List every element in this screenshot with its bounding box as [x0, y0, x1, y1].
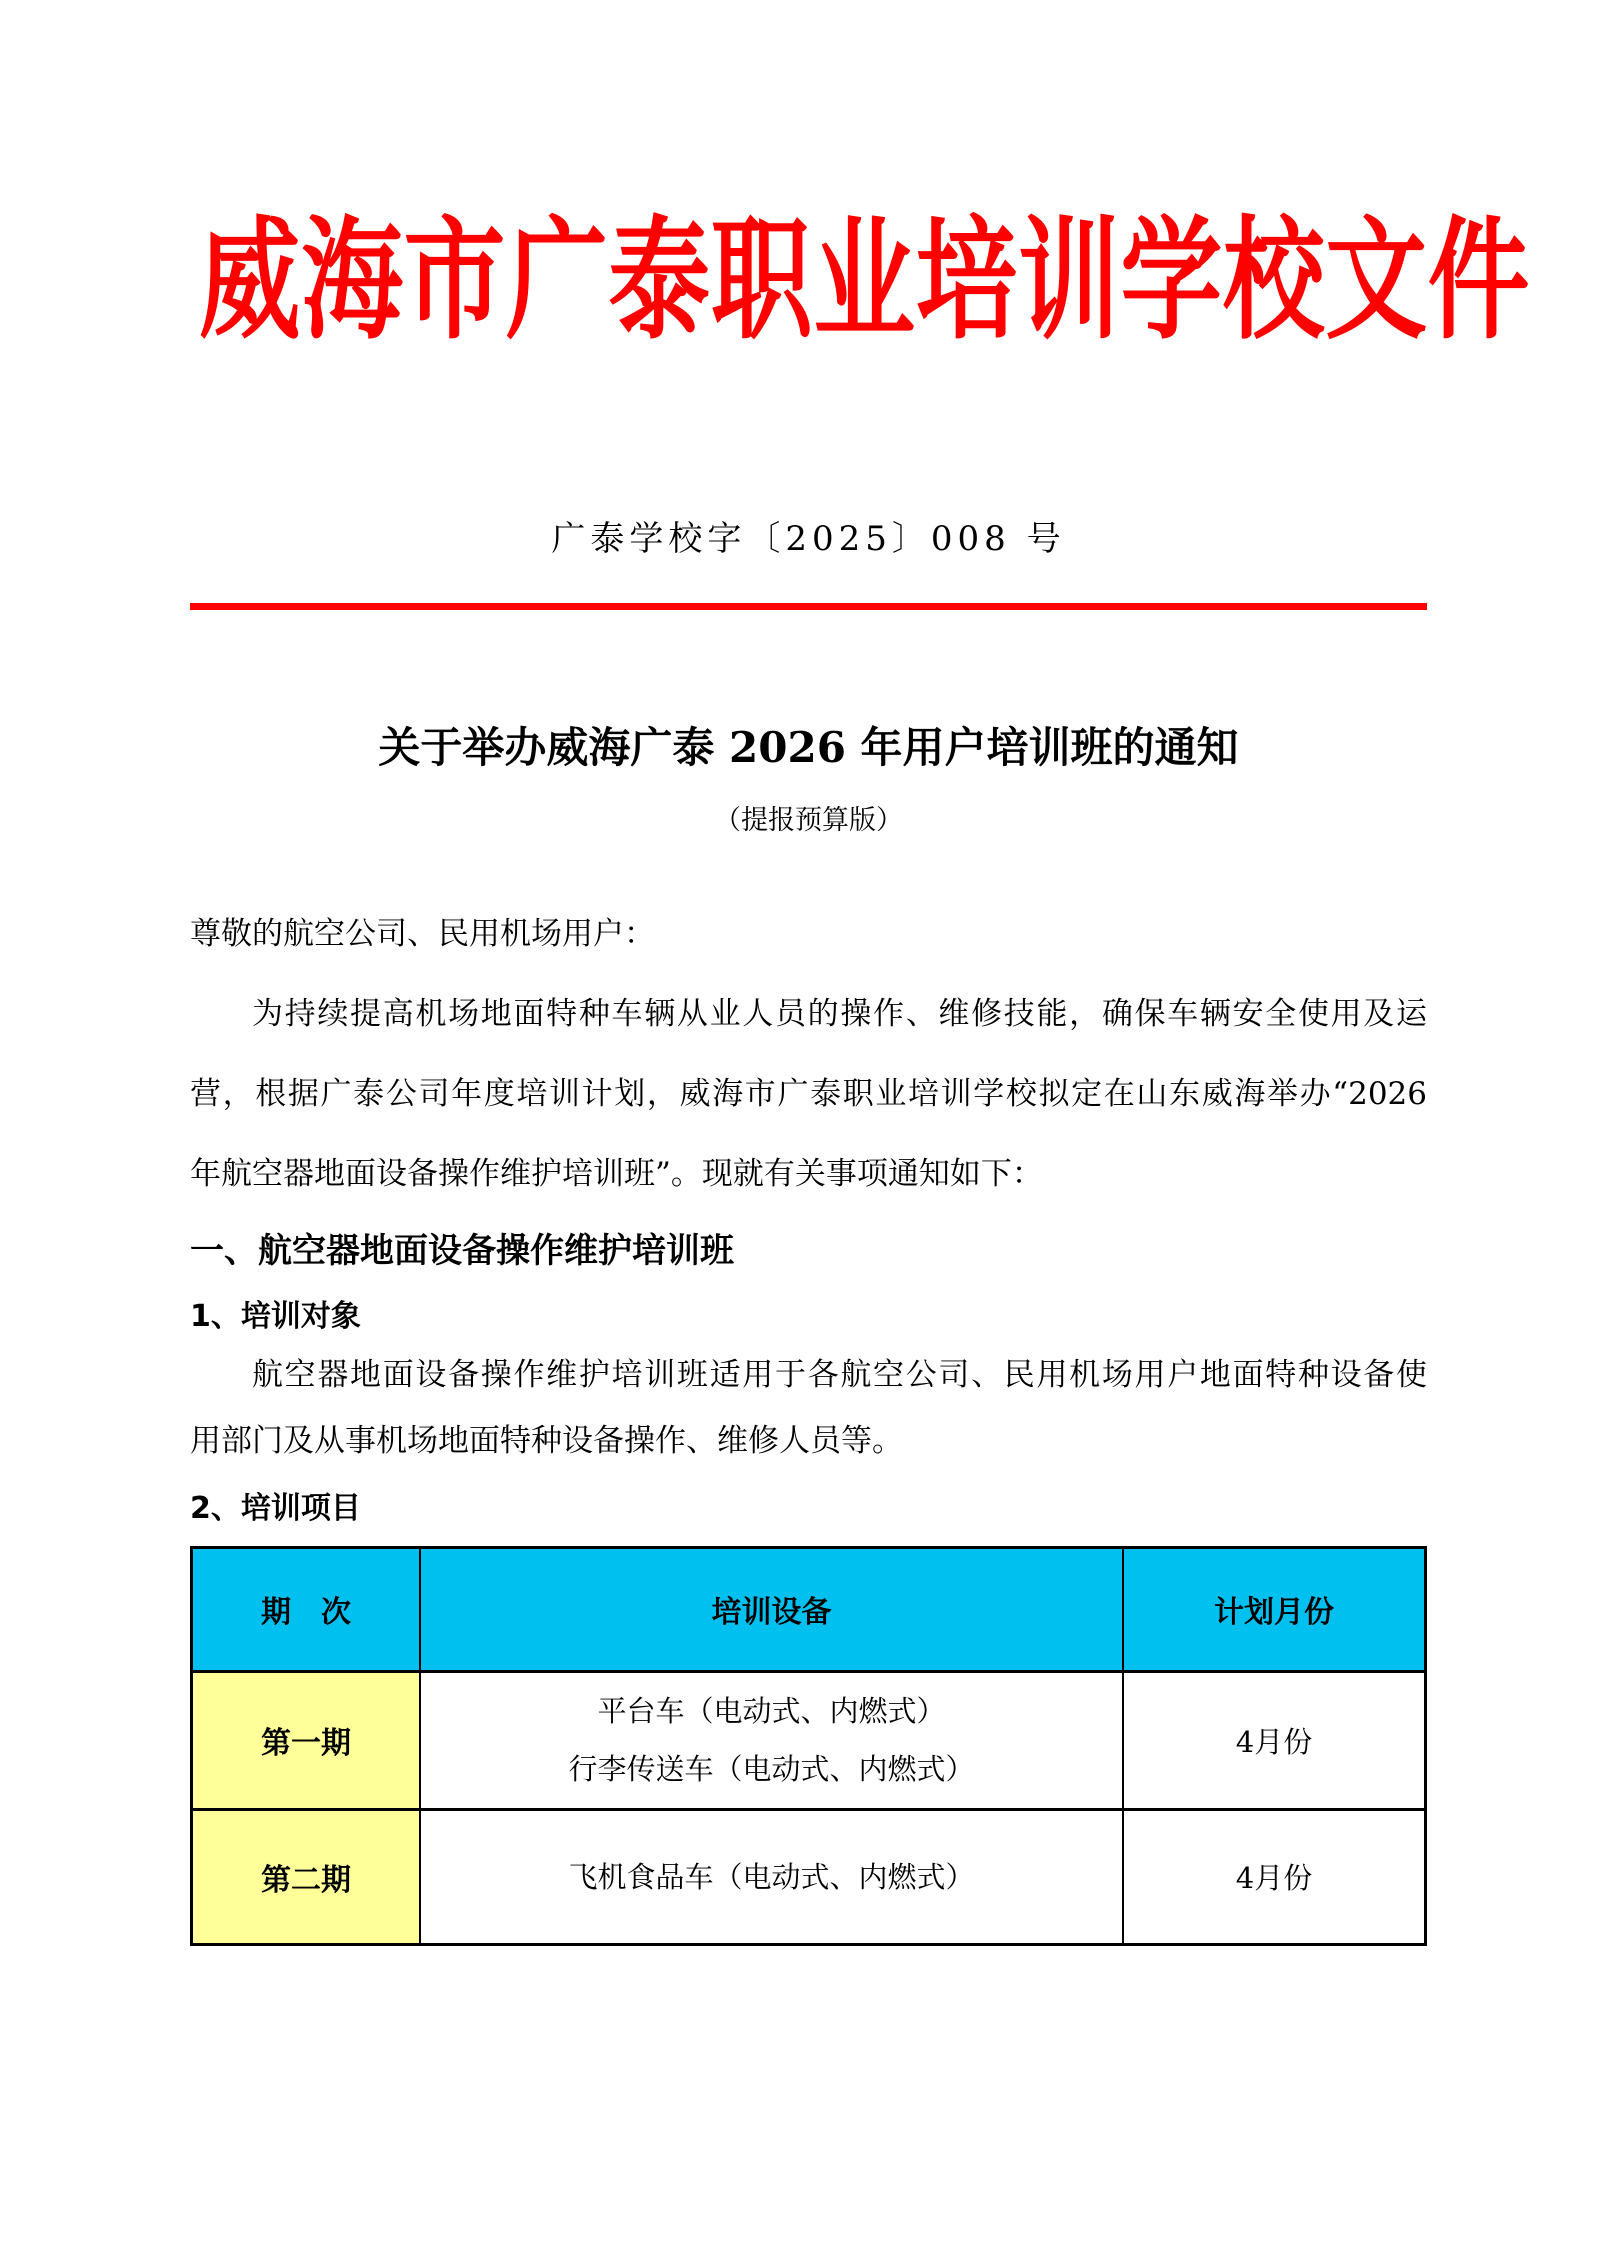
- table-row1-equipment-line1: 平台车（电动式、内燃式）: [597, 1694, 946, 1729]
- table-row1-equipment-line2: 行李传送车（电动式、内燃式）: [568, 1752, 975, 1787]
- letterhead-title: 威海市广泰职业培训学校文件: [198, 203, 1531, 358]
- document-title: 关于举办威海广泰 2026 年用户培训班的通知: [378, 722, 1239, 772]
- table-row1-month: 4月份: [1124, 1673, 1424, 1811]
- table-header-month: 计划月份: [1124, 1549, 1424, 1673]
- subsection1-heading: 1、培训对象: [190, 1298, 361, 1334]
- subsection2-heading: 2、培训项目: [190, 1490, 361, 1526]
- subsection1-line1: 航空器地面设备操作维护培训班适用于各航空公司、民用机场用户地面特种设备使: [252, 1356, 1427, 1393]
- table-row1-equipment: [421, 1673, 1124, 1811]
- paragraph1-line1: 为持续提高机场地面特种车辆从业人员的操作、维修技能，确保车辆安全使用及运: [252, 995, 1427, 1032]
- paragraph1-line3: 年航空器地面设备操作维护培训班”。现就有关事项通知如下：: [190, 1155, 1043, 1192]
- table-header-equipment: 培训设备: [421, 1549, 1124, 1673]
- table-row2-equipment-line1: 飞机食品车（电动式、内燃式）: [568, 1859, 975, 1894]
- subsection1-line2: 用部门及从事机场地面特种设备操作、维修人员等。: [190, 1422, 903, 1459]
- document-body: [190, 894, 1427, 1946]
- paragraph1-line2: 营，根据广泰公司年度培训计划，威海市广泰职业培训学校拟定在山东威海举办“2026: [190, 1075, 1427, 1112]
- document-number: 广泰学校字〔2025〕008 号: [551, 518, 1066, 559]
- table-row1-period: 第一期: [193, 1673, 421, 1811]
- letterhead-banner: [0, 0, 1600, 358]
- table-header-period: 期 次: [193, 1549, 421, 1673]
- salutation-line: 尊敬的航空公司、民用机场用户：: [190, 915, 655, 952]
- section1-heading: 一、航空器地面设备操作维护培训班: [190, 1230, 734, 1271]
- table-row2-period: 第二期: [193, 1811, 421, 1943]
- red-divider-rule: [190, 603, 1427, 610]
- document-content: [190, 518, 1427, 1946]
- document-subtitle: （提报预算版）: [714, 804, 903, 836]
- table-row2-month: 4月份: [1235, 1861, 1313, 1896]
- training-schedule-table: [190, 1546, 1427, 1946]
- table-row2-equipment: [421, 1811, 1124, 1943]
